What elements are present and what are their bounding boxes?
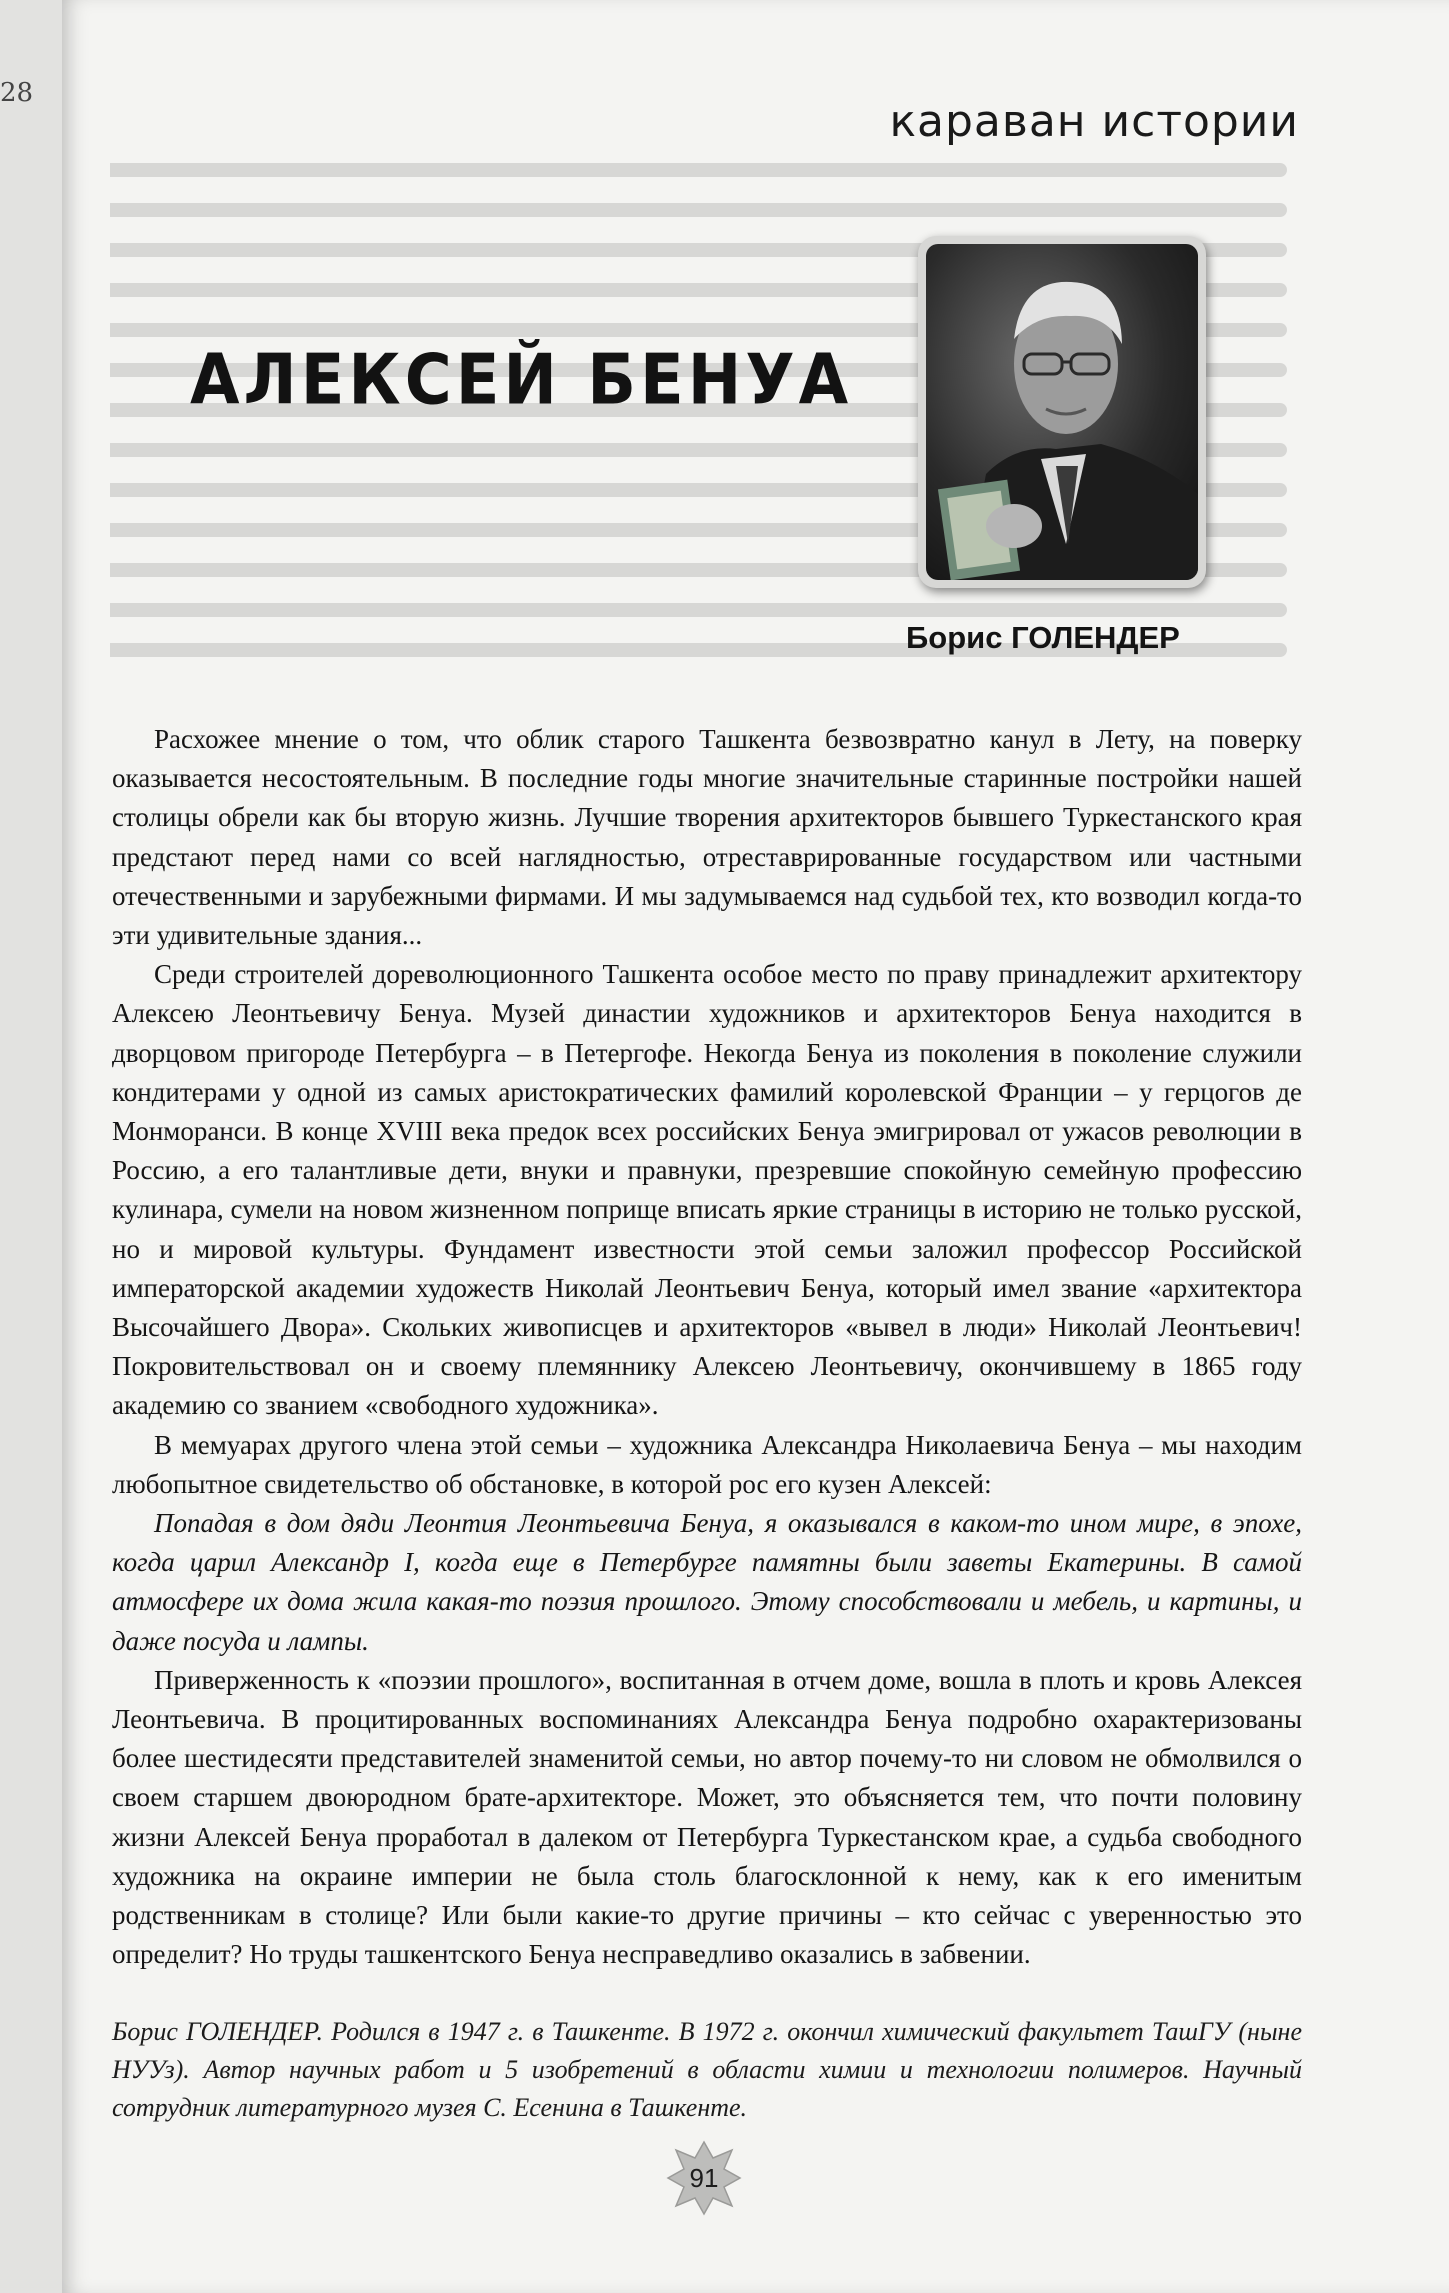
page-number: 91 (689, 2163, 719, 2193)
author-photo (918, 236, 1206, 588)
adjacent-page-number: 28 (0, 78, 34, 108)
paragraph: Приверженность к «поэзии прошлого», воспитанная в отчем доме, вошла в плоть и кровь Алексея Леонтьевича. В процитированных воспоминаниях Александра Бенуа подробно охарактеризованы более шестидесяти представителей знаменитой семьи, но автор почему-то ни словом не обмолвился о своем старшем двоюродном брате-архитекторе. Может, это объясняется тем, что почти половину жизни Алексей Бенуа проработал в далеком от Петербурга Туркестанском крае, а судьба свободного художника на окраине империи не была столь благосклонной к нему, как к его именитым родственникам в столице? Или были какие-то другие причины – кто сейчас с уверенностью это определит? Но труды ташкентского Бенуа несправедливо оказались в забвении. (112, 1664, 1302, 1970)
portrait-photo-icon (926, 244, 1198, 580)
author-name: Борис ГОЛЕНДЕР (906, 620, 1180, 655)
paragraph: Среди строителей дореволюционного Ташкента особое место по праву принадлежит архитектору Алексею Леонтьевичу Бенуа. Музей династии художников и архитекторов Бенуа находится в дворцовом пригороде Петербурга – в Петергофе. Некогда Бенуа из поколения в поколение служили кондитерами у одной из самых аристократических фамилий королевской Франции – у герцогов де Монморанси. В конце XVIII века предок всех российских Бенуа эмигрировал от ужасов революции в Россию, а его талантливые дети, внуки и правнуки, презревшие спокойную семейную профессию кулинара, сумели на новом жизненном поприще вписать яркие страницы в историю не только русской, но и мировой культуры. Фундамент известности этой семьи заложил профессор Российской императорской академии художеств Николай Леонтьевич Бенуа, который имел звание «архитектора Высочайшего Двора». Скольких живописцев и архитекторов «вывел в люди» Николай Леонтьевич! Покровительствовал он и своему племяннику Алексею Леонтьевичу, окончившему в 1865 году академию со званием «свободного художника». (112, 959, 1302, 1421)
memoir-quote: Попадая в дом дяди Леонтия Леонтьевича Бенуа, я оказывался в каком-то ином мире, в эпохе, когда царил Александр I, когда еще в Петербурге памятны были заветы Екатерины. В самой атмосфере их дома жила какая-то поэзия прошлого. Этому способствовали и мебель, и картины, и даже посуда и лампы. (112, 1508, 1302, 1656)
section-title: караван истории (889, 96, 1299, 147)
paragraph: Расхожее мнение о том, что облик старого Ташкента безвозвратно канул в Лету, на поверку оказывается несостоятельным. В последние годы многие значительные старинные постройки нашей столицы обрели как бы вторую жизнь. Лучшие творения архитекторов бывшего Туркестанского края предстают перед нами со всей наглядностью, отреставрированные государством или частными отечественными и зарубежными фирмами. И мы задумываемся над судьбой тех, кто возводил когда-то эти удивительные здания... (112, 724, 1302, 951)
article-title: АЛЕКСЕЙ БЕНУА (190, 341, 853, 421)
author-bio: Борис ГОЛЕНДЕР. Родился в 1947 г. в Ташкенте. В 1972 г. окончил химический факультет ТашГУ (ныне НУУз). Автор научных работ и 5 изобретений в области химии и технологии полимеров. Научный сотрудник литературного музея С. Есенина в Ташкенте. (112, 2017, 1302, 2122)
book-spine (0, 0, 62, 2293)
paragraph: В мемуарах другого члена этой семьи – художника Александра Николаевича Бенуа – мы находим любопытное свидетельство об обстановке, в которой рос его кузен Алексей: (112, 1429, 1302, 1499)
article-body (112, 720, 1302, 1975)
page-number-badge (666, 2140, 742, 2216)
